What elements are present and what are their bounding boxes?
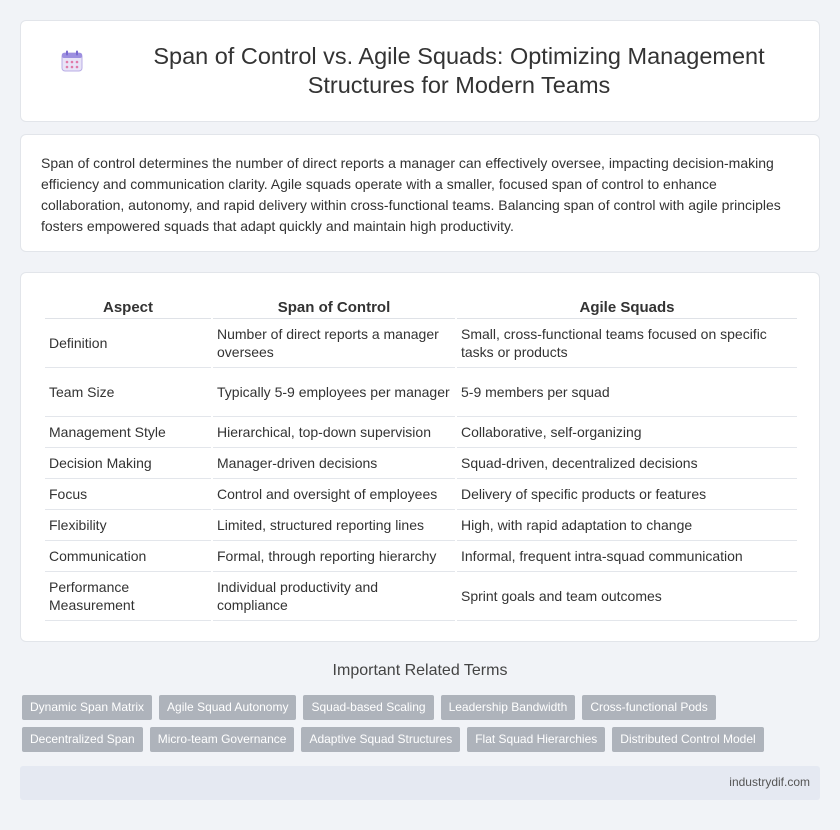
- table-cell: Communication: [45, 541, 211, 572]
- footer-site-link[interactable]: industrydif.com: [729, 775, 810, 789]
- table-row: [45, 510, 797, 541]
- table-row: [45, 541, 797, 572]
- calendar-icon: [61, 50, 83, 72]
- related-term-tag[interactable]: Adaptive Squad Structures: [301, 727, 460, 752]
- comparison-card: [20, 272, 820, 642]
- table-row: [45, 479, 797, 510]
- column-header: Aspect: [45, 295, 211, 319]
- related-term-tag[interactable]: Agile Squad Autonomy: [159, 695, 296, 720]
- table-cell: Decision Making: [45, 448, 211, 479]
- table-cell: Control and oversight of employees: [213, 479, 455, 510]
- column-header: Span of Control: [213, 295, 455, 319]
- related-term-tag[interactable]: Squad-based Scaling: [303, 695, 433, 720]
- related-term-tag[interactable]: Decentralized Span: [22, 727, 143, 752]
- table-cell: Squad-driven, decentralized decisions: [457, 448, 797, 479]
- table-cell: Number of direct reports a manager oversees: [213, 319, 455, 368]
- table-cell: Limited, structured reporting lines: [213, 510, 455, 541]
- table-cell: Small, cross-functional teams focused on specific tasks or products: [457, 319, 797, 368]
- title-card: [20, 20, 820, 122]
- related-terms-tags: [22, 695, 822, 759]
- tag-row: [22, 727, 822, 752]
- table-cell: Formal, through reporting hierarchy: [213, 541, 455, 572]
- table-cell: Management Style: [45, 417, 211, 448]
- page-title: Span of Control vs. Agile Squads: Optimizing Management Structures for Modern Teams: [153, 43, 765, 98]
- table-row: [45, 368, 797, 417]
- table-row: [45, 417, 797, 448]
- table-header-row: [45, 295, 797, 319]
- table-cell: Focus: [45, 479, 211, 510]
- tag-row: [22, 695, 822, 720]
- comparison-table: [43, 295, 799, 621]
- footer: [20, 766, 820, 800]
- column-header: Agile Squads: [457, 295, 797, 319]
- table-cell: Hierarchical, top-down supervision: [213, 417, 455, 448]
- table-cell: High, with rapid adaptation to change: [457, 510, 797, 541]
- related-terms-title: Important Related Terms: [332, 662, 508, 679]
- table-cell: Typically 5-9 employees per manager: [213, 368, 455, 417]
- related-term-tag[interactable]: Dynamic Span Matrix: [22, 695, 152, 720]
- table-row: [45, 572, 797, 621]
- intro-text: Span of control determines the number of direct reports a manager can effectively oversee, impacting decision-making efficiency and communication clarity. Agile squads operate with a smaller, focused span of control to enhance collaboration, autonomy, and rapid delivery within cross-functional teams. Balancing span of control with agile principles fosters empowered squads that adapt quickly and maintain high productivity.: [41, 155, 781, 234]
- table-cell: 5-9 members per squad: [457, 368, 797, 417]
- table-cell: Individual productivity and compliance: [213, 572, 455, 621]
- table-cell: Team Size: [45, 368, 211, 417]
- related-term-tag[interactable]: Cross-functional Pods: [582, 695, 715, 720]
- table-cell: Collaborative, self-organizing: [457, 417, 797, 448]
- related-term-tag[interactable]: Flat Squad Hierarchies: [467, 727, 605, 752]
- table-cell: Delivery of specific products or features: [457, 479, 797, 510]
- table-cell: Manager-driven decisions: [213, 448, 455, 479]
- table-cell: Performance Measurement: [45, 572, 211, 621]
- table-cell: Definition: [45, 319, 211, 368]
- intro-card: [20, 134, 820, 252]
- table-cell: Sprint goals and team outcomes: [457, 572, 797, 621]
- related-term-tag[interactable]: Distributed Control Model: [612, 727, 763, 752]
- table-cell: Flexibility: [45, 510, 211, 541]
- related-term-tag[interactable]: Micro-team Governance: [150, 727, 295, 752]
- table-row: [45, 319, 797, 368]
- table-cell: Informal, frequent intra-squad communication: [457, 541, 797, 572]
- table-row: [45, 448, 797, 479]
- related-term-tag[interactable]: Leadership Bandwidth: [441, 695, 576, 720]
